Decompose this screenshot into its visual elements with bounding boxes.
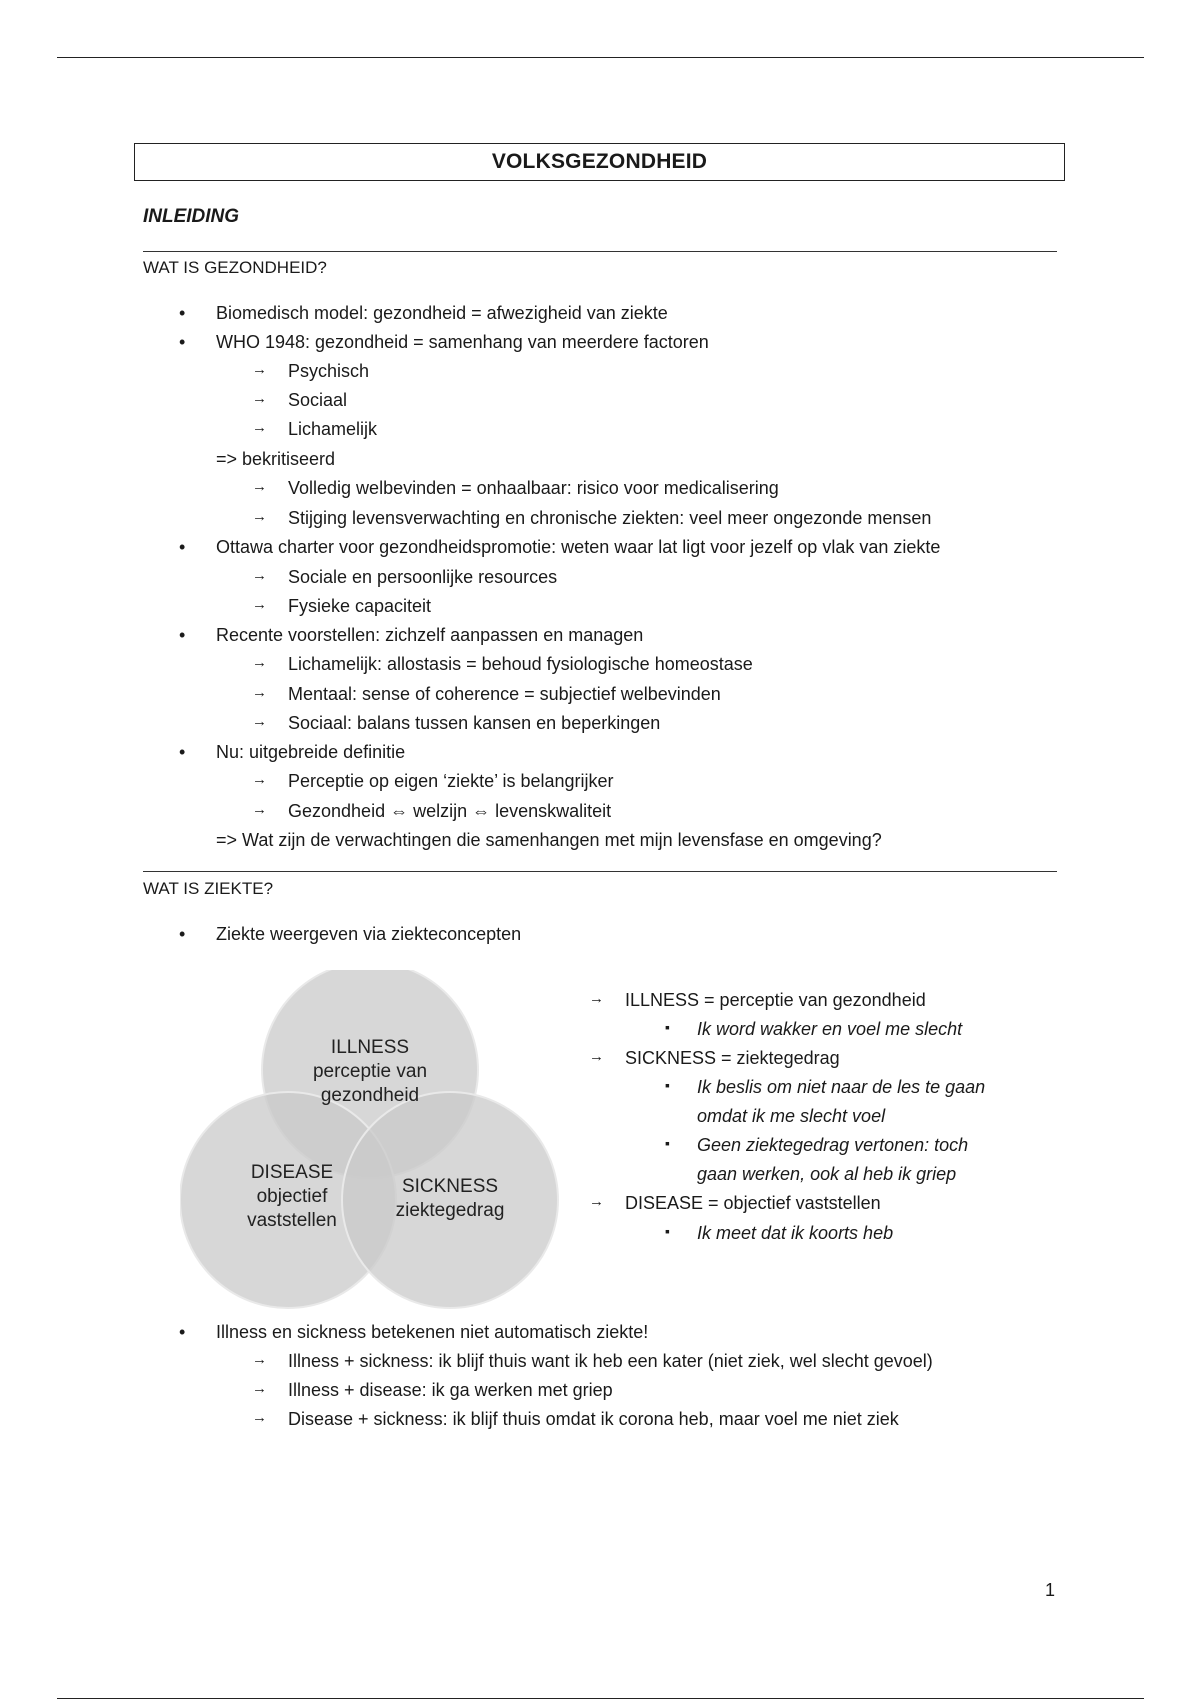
list-item: • Nu: uitgebreide definitie bbox=[216, 743, 405, 761]
list-item: → Sociale en persoonlijke resources bbox=[288, 568, 557, 586]
list-item: → Stijging levensverwachting en chronische ziekten: veel meer ongezonde mensen bbox=[288, 509, 931, 527]
list-item: • Illness en sickness betekenen niet automatisch ziekte! bbox=[216, 1323, 648, 1341]
list-item: → Illness + sickness: ik blijf thuis want ik heb een kater (niet ziek, wel slecht gevoel) bbox=[288, 1352, 933, 1370]
list-item: → Volledig welbevinden = onhaalbaar: risico voor medicalisering bbox=[288, 479, 779, 497]
section-heading-gezondheid: WAT IS GEZONDHEID? bbox=[143, 258, 327, 277]
list-item: → Lichamelijk: allostasis = behoud fysiologische homeostase bbox=[288, 655, 753, 673]
legend-example: ▪ Geen ziektegedrag vertonen: toch bbox=[697, 1136, 968, 1154]
intro-heading: INLEIDING bbox=[143, 206, 240, 227]
venn-illness-line-2: perceptie van bbox=[312, 1061, 428, 1082]
legend-item: → ILLNESS = perceptie van gezondheid bbox=[625, 991, 926, 1009]
section-heading-ziekte: WAT IS ZIEKTE? bbox=[143, 879, 274, 898]
list-item: • WHO 1948: gezondheid = samenhang van meerdere factoren bbox=[216, 333, 709, 351]
list-item: → Gezondheid ⇔ welzijn ⇔ levenskwaliteit bbox=[288, 802, 611, 820]
legend-item: → DISEASE = objectief vaststellen bbox=[625, 1194, 881, 1212]
legend-example: ▪ Ik word wakker en voel me slecht bbox=[697, 1020, 962, 1038]
list-item: → Disease + sickness: ik blijf thuis omdat ik corona heb, maar voel me niet ziek bbox=[288, 1410, 899, 1428]
legend-example: omdat ik me slecht voel bbox=[697, 1106, 886, 1126]
list-item: • Recente voorstellen: zichzelf aanpassen en managen bbox=[216, 626, 643, 644]
legend-item: → SICKNESS = ziektegedrag bbox=[625, 1049, 840, 1067]
list-item: → Sociaal bbox=[288, 391, 347, 409]
list-item: • Ziekte weergeven via ziekteconcepten bbox=[216, 925, 521, 943]
header-rule bbox=[57, 57, 1144, 58]
venn-sickness-line-2: ziektegedrag bbox=[395, 1200, 505, 1221]
list-item: => Wat zijn de verwachtingen die samenhangen met mijn levensfase en omgeving? bbox=[216, 830, 882, 850]
footer-rule bbox=[57, 1698, 1144, 1699]
list-item: => bekritiseerd bbox=[216, 449, 336, 469]
list-item: → Lichamelijk bbox=[288, 420, 377, 438]
venn-disease-title: DISEASE bbox=[250, 1162, 334, 1183]
list-item: → Perceptie op eigen ‘ziekte’ is belangrijker bbox=[288, 772, 614, 790]
venn-diagram bbox=[180, 970, 570, 1310]
page-number: 1 bbox=[1045, 1580, 1056, 1600]
section-rule bbox=[143, 251, 1057, 252]
document-title: VOLKSGEZONDHEID bbox=[134, 143, 1065, 181]
venn-illness-line-3: gezondheid bbox=[320, 1085, 420, 1106]
list-item: → Fysieke capaciteit bbox=[288, 597, 431, 615]
list-item: → Mentaal: sense of coherence = subjectief welbevinden bbox=[288, 685, 721, 703]
section-rule bbox=[143, 871, 1057, 872]
venn-sickness-title: SICKNESS bbox=[401, 1176, 499, 1197]
list-item: • Biomedisch model: gezondheid = afwezigheid van ziekte bbox=[216, 304, 668, 322]
legend-example: gaan werken, ook al heb ik griep bbox=[697, 1164, 957, 1184]
venn-disease-line-3: vaststellen bbox=[247, 1210, 337, 1231]
legend-example: ▪ Ik beslis om niet naar de les te gaan bbox=[697, 1078, 985, 1096]
list-item: • Ottawa charter voor gezondheidspromotie: weten waar lat ligt voor jezelf op vlak van ziekte bbox=[216, 538, 940, 556]
list-item: → Psychisch bbox=[288, 362, 369, 380]
venn-illness-title: ILLNESS bbox=[330, 1037, 410, 1058]
list-item: → Illness + disease: ik ga werken met griep bbox=[288, 1381, 613, 1399]
legend-example: ▪ Ik meet dat ik koorts heb bbox=[697, 1224, 893, 1242]
list-item: → Sociaal: balans tussen kansen en beperkingen bbox=[288, 714, 660, 732]
venn-disease-line-2: objectief bbox=[256, 1186, 328, 1207]
